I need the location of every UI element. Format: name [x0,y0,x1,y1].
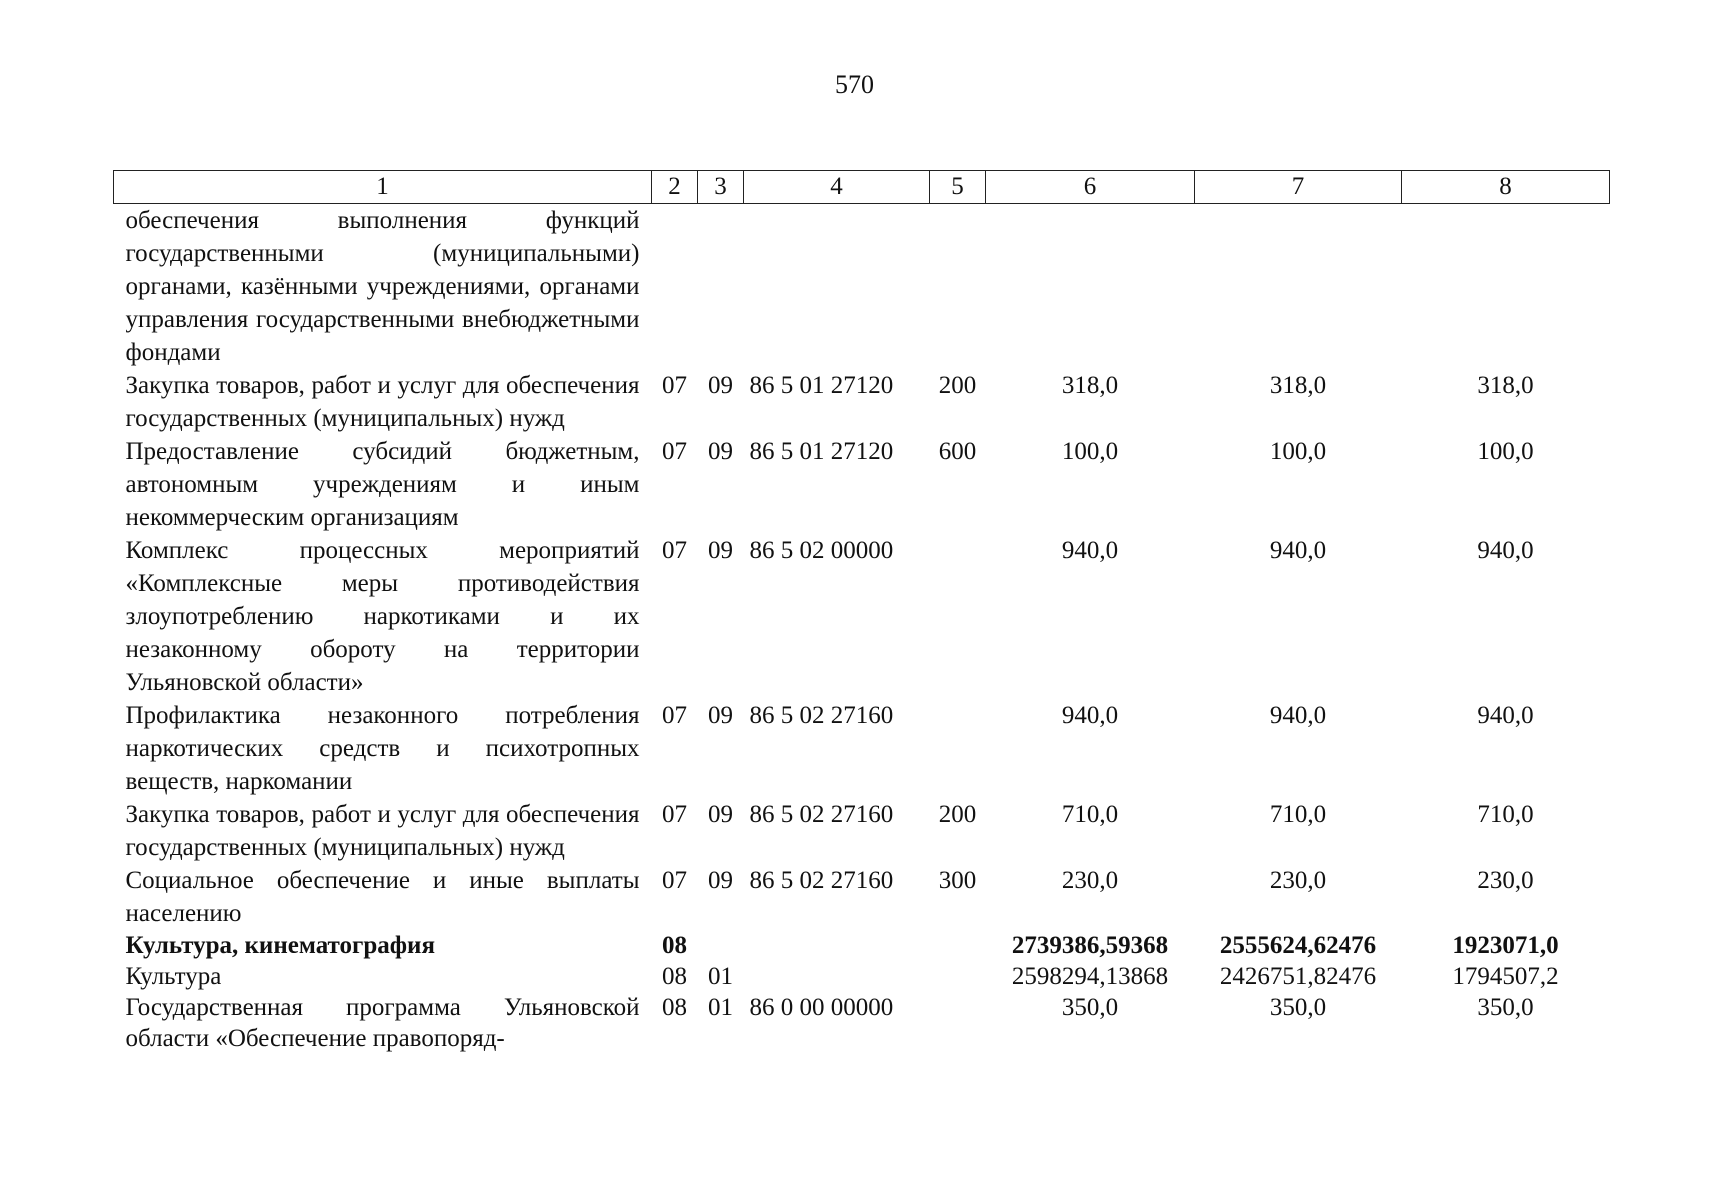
header-cell: 1 [114,171,652,204]
row-name: Культура [125,963,222,990]
row-expense-type: 300 [938,867,977,894]
row-name: Культура, кинематография [125,932,435,959]
row-value-8: 350,0 [1477,994,1534,1021]
row-section [652,204,698,370]
row-target-code [744,961,930,992]
row-subsection: 09 [708,801,733,828]
row-value-7: 2426751,82476 [1219,963,1377,990]
row-subsection: 01 [708,994,733,1021]
row-subsection [698,930,744,961]
row-value-6: 940,0 [1061,537,1119,564]
row-value-6: 230,0 [1061,867,1119,894]
header-cell: 6 [986,171,1195,204]
row-target-code [744,930,930,961]
row-name: Профилактика незаконного потребления наркотических средств и психотропных веществ, наркомании [125,702,640,795]
row-expense-type [930,961,986,992]
table-row [114,369,1610,435]
row-value-6: 100,0 [1061,438,1119,465]
row-name: Закупка товаров, работ и услуг для обеспечения государственных (муниципальных) нужд [125,801,640,861]
row-name: Предоставление субсидий бюджетным, автономным учреждениям и иным некоммерческим организациям [125,438,640,531]
row-section: 08 [662,932,687,959]
row-value-7: 940,0 [1269,537,1327,564]
budget-table [113,170,1610,1054]
table-row [114,534,1610,699]
header-cell: 5 [930,171,986,204]
header-row [114,171,1610,204]
row-subsection: 09 [708,537,733,564]
row-value-6: 2739386,59368 [1011,932,1169,959]
row-value-8: 1794507,2 [1452,963,1559,990]
row-section: 07 [662,867,687,894]
row-section: 08 [662,963,687,990]
row-section: 07 [662,702,687,729]
row-target-code: 86 0 00 00000 [749,994,894,1021]
row-expense-type: 200 [938,372,977,399]
row-target-code: 86 5 01 27120 [749,372,894,399]
header-cell: 8 [1402,171,1610,204]
row-value-6: 2598294,13868 [1011,963,1169,990]
row-target-code: 86 5 01 27120 [749,438,894,465]
row-value-6: 350,0 [1061,994,1119,1021]
row-name: Социальное обеспечение и иные выплаты населению [125,867,640,927]
row-name: обеспечения выполнения функций государственными (муниципальными) органами, казёнными учреждениями, органами управления государственными внебюджетными фондами [125,207,640,366]
row-value-8: 1923071,0 [1452,932,1559,959]
row-target-code: 86 5 02 27160 [749,702,894,729]
row-value-6: 710,0 [1061,801,1119,828]
row-value-8: 710,0 [1477,801,1534,828]
row-subsection: 09 [708,702,733,729]
row-value-7: 230,0 [1269,867,1327,894]
row-section: 07 [662,372,687,399]
row-section: 08 [662,994,687,1021]
header-cell: 2 [652,171,698,204]
row-value-7: 350,0 [1269,994,1327,1021]
table-row-bold [114,930,1610,961]
row-section: 07 [662,801,687,828]
row-subsection: 09 [708,372,733,399]
row-expense-type [930,992,986,1054]
table-row [114,961,1610,992]
row-subsection [698,204,744,370]
header-cell: 4 [744,171,930,204]
table-row [114,435,1610,534]
row-value-8: 230,0 [1477,867,1534,894]
row-expense-type [930,534,986,699]
row-expense-type: 200 [938,801,977,828]
table-row [114,699,1610,798]
row-value-8: 940,0 [1477,537,1534,564]
row-name: Комплекс процессных мероприятий «Комплексные меры противодействия злоупотреблению наркотиками и их незаконному обороту на территории Ульяновской области» [125,537,640,696]
row-value-7: 2555624,62476 [1219,932,1377,959]
row-name: Государственная программа Ульяновской области «Обеспечение правопоряд- [125,994,640,1052]
row-section: 07 [662,438,687,465]
row-value-7 [1195,204,1402,370]
row-value-6: 940,0 [1061,702,1119,729]
row-value-6: 318,0 [1061,372,1119,399]
row-target-code: 86 5 02 27160 [749,867,894,894]
row-expense-type [930,699,986,798]
row-target-code: 86 5 02 00000 [749,537,894,564]
row-value-7: 940,0 [1269,702,1327,729]
table-row [114,798,1610,864]
row-value-8 [1402,204,1610,370]
row-value-7: 100,0 [1269,438,1327,465]
table-row [114,992,1610,1054]
row-subsection: 09 [708,867,733,894]
row-expense-type [930,204,986,370]
row-value-7: 318,0 [1269,372,1327,399]
row-subsection: 01 [708,963,733,990]
row-value-7: 710,0 [1269,801,1327,828]
row-name: Закупка товаров, работ и услуг для обеспечения государственных (муниципальных) нужд [125,372,640,432]
page-number: 570 [835,70,874,99]
header-cell: 7 [1195,171,1402,204]
row-expense-type [930,930,986,961]
row-value-8: 100,0 [1477,438,1534,465]
row-subsection: 09 [708,438,733,465]
row-value-8: 318,0 [1477,372,1534,399]
row-value-6 [986,204,1195,370]
row-section: 07 [662,537,687,564]
header-cell: 3 [698,171,744,204]
row-target-code: 86 5 02 27160 [749,801,894,828]
row-value-8: 940,0 [1477,702,1534,729]
table-row [114,864,1610,930]
table-row [114,204,1610,370]
row-target-code [744,204,930,370]
row-expense-type: 600 [938,438,977,465]
